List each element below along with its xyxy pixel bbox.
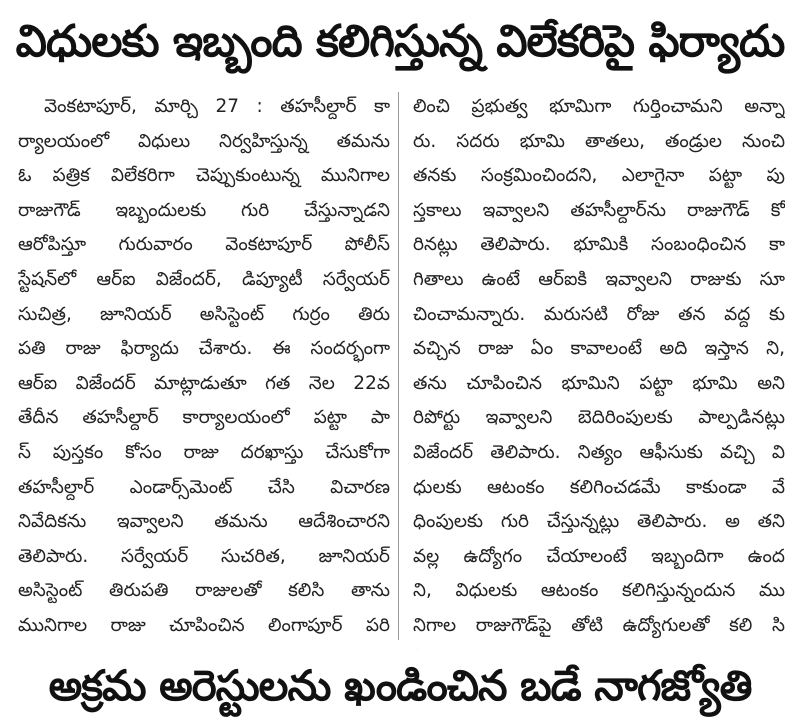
text-line: సుచిత్ర, జూనియర్ అసిస్టెంట్ గుర్రం తిరు — [18, 303, 390, 325]
text-line: ధులకు ఆటంకం కలిగించడమే కాకుండా వే — [413, 476, 785, 498]
text-line: స్ పుస్తకం కోసం రాజు దరఖాస్తు చేసుకోగా — [18, 441, 390, 463]
text-line: నిగాల రాజుగౌడ్‌పై తోటి ఉద్యోగులతో కలి సి — [413, 614, 785, 636]
text-line: పతి రాజు ఫిర్యాదు చేశారు. ఈ సందర్భంగా — [18, 338, 390, 360]
text-line: అసిస్టెంట్ తిరుపతి రాజులతో కలిసి తాను — [18, 580, 390, 602]
text-line: తేదీన తహసీల్దార్ కార్యాలయంలో పట్టా పా — [18, 407, 390, 429]
column-divider — [398, 92, 399, 640]
text-line: నివేదికను ఇవ్వాలని తమను ఆదేశించారని — [18, 511, 390, 533]
text-line: విజేందర్ తెలిపారు. నిత్యం ఆఫీసుకు వచ్చి వి — [413, 441, 785, 463]
text-line: రిపోర్టు ఇవ్వాలని బెదిరింపులకు పాల్పడినట్లు — [413, 407, 785, 429]
text-line: ఓ పత్రిక విలేకరిగా చెప్పుకుంటున్న మునిగాల — [18, 165, 390, 187]
text-line: రాజుగౌడ్ ఇబ్బందులకు గురి చేస్తున్నాడని — [18, 199, 390, 221]
text-line: చించామన్నారు. మరుసటి రోజు తన వద్ద కు — [413, 303, 785, 325]
article-column-left — [18, 90, 390, 650]
text-line: రు. సదరు భూమి తాతలు, తండ్రుల నుంచి — [413, 130, 785, 152]
text-line: తహసీల్దార్ ఎండార్స్‌మెంట్ చేసి విచారణ — [18, 476, 390, 498]
text-line: గితాలు ఉంటే ఆర్ఐకి ఇవ్వాలని రాజుకు సూ — [413, 268, 785, 290]
text-line: ఆర్ఐ విజేందర్ మాట్లాడుతూ గత నెల 22వ — [18, 372, 390, 394]
article-headline: విధులకు ఇబ్బంది కలిగిస్తున్న విలేకరిపై ఫిర్యాదు — [15, 16, 785, 67]
text-line: రినట్లు తెలిపారు. భూమికి సంబంధించిన కా — [413, 234, 785, 256]
text-line: తను చూపించిన భూమిని పట్టా భూమి అని — [413, 372, 785, 394]
text-line: తనకు సంక్రమించిందని, ఎలాగైనా పట్టా పు — [413, 165, 785, 187]
text-line: ధింపులకు గురి చేస్తున్నట్లు తెలిపారు. అ తని — [413, 511, 785, 533]
article-column-right — [413, 90, 785, 650]
text-line: స్తకాలు ఇవ్వాలని తహసీల్దార్‌ను రాజుగౌడ్ కో — [413, 199, 785, 221]
text-line: ని, విధులకు ఆటంకం కలిగిస్తున్నందున ము — [413, 580, 785, 602]
text-line: తెలిపారు. సర్వేయర్ సుచరిత, జూనియర్ — [18, 545, 390, 567]
text-line: లించి ప్రభుత్వ భూమిగా గుర్తించామని అన్నా — [413, 96, 785, 117]
text-line: వచ్చిన రాజు ఏం కావాలంటే అది ఇస్తాన ని, — [413, 338, 785, 360]
text-line: ర్యాలయంలో విధులు నిర్వహిస్తున్న తమను — [18, 130, 390, 152]
text-line: ఆరోపిస్తూ గురువారం వెంకటాపూర్ పోలీస్ — [18, 234, 390, 256]
text-line: వెంకటాపూర్, మార్చి 27 : తహసీల్దార్ కా — [44, 96, 390, 117]
text-line: వల్ల ఉద్యోగం చేయాలంటే ఇబ్బందిగా ఉంద — [413, 545, 785, 567]
text-line: స్టేషన్‌లో ఆర్ఐ విజేందర్, డిప్యూటీ సర్వేయర్ — [18, 268, 390, 290]
text-line — [413, 644, 785, 651]
next-article-headline: అక్రమ అరెస్టులను ఖండించిన బడే నాగజ్యోతి — [48, 661, 752, 710]
text-line — [18, 644, 390, 651]
text-line: మునిగాల రాజు చూపించిన లింగాపూర్ పరి — [18, 614, 390, 636]
